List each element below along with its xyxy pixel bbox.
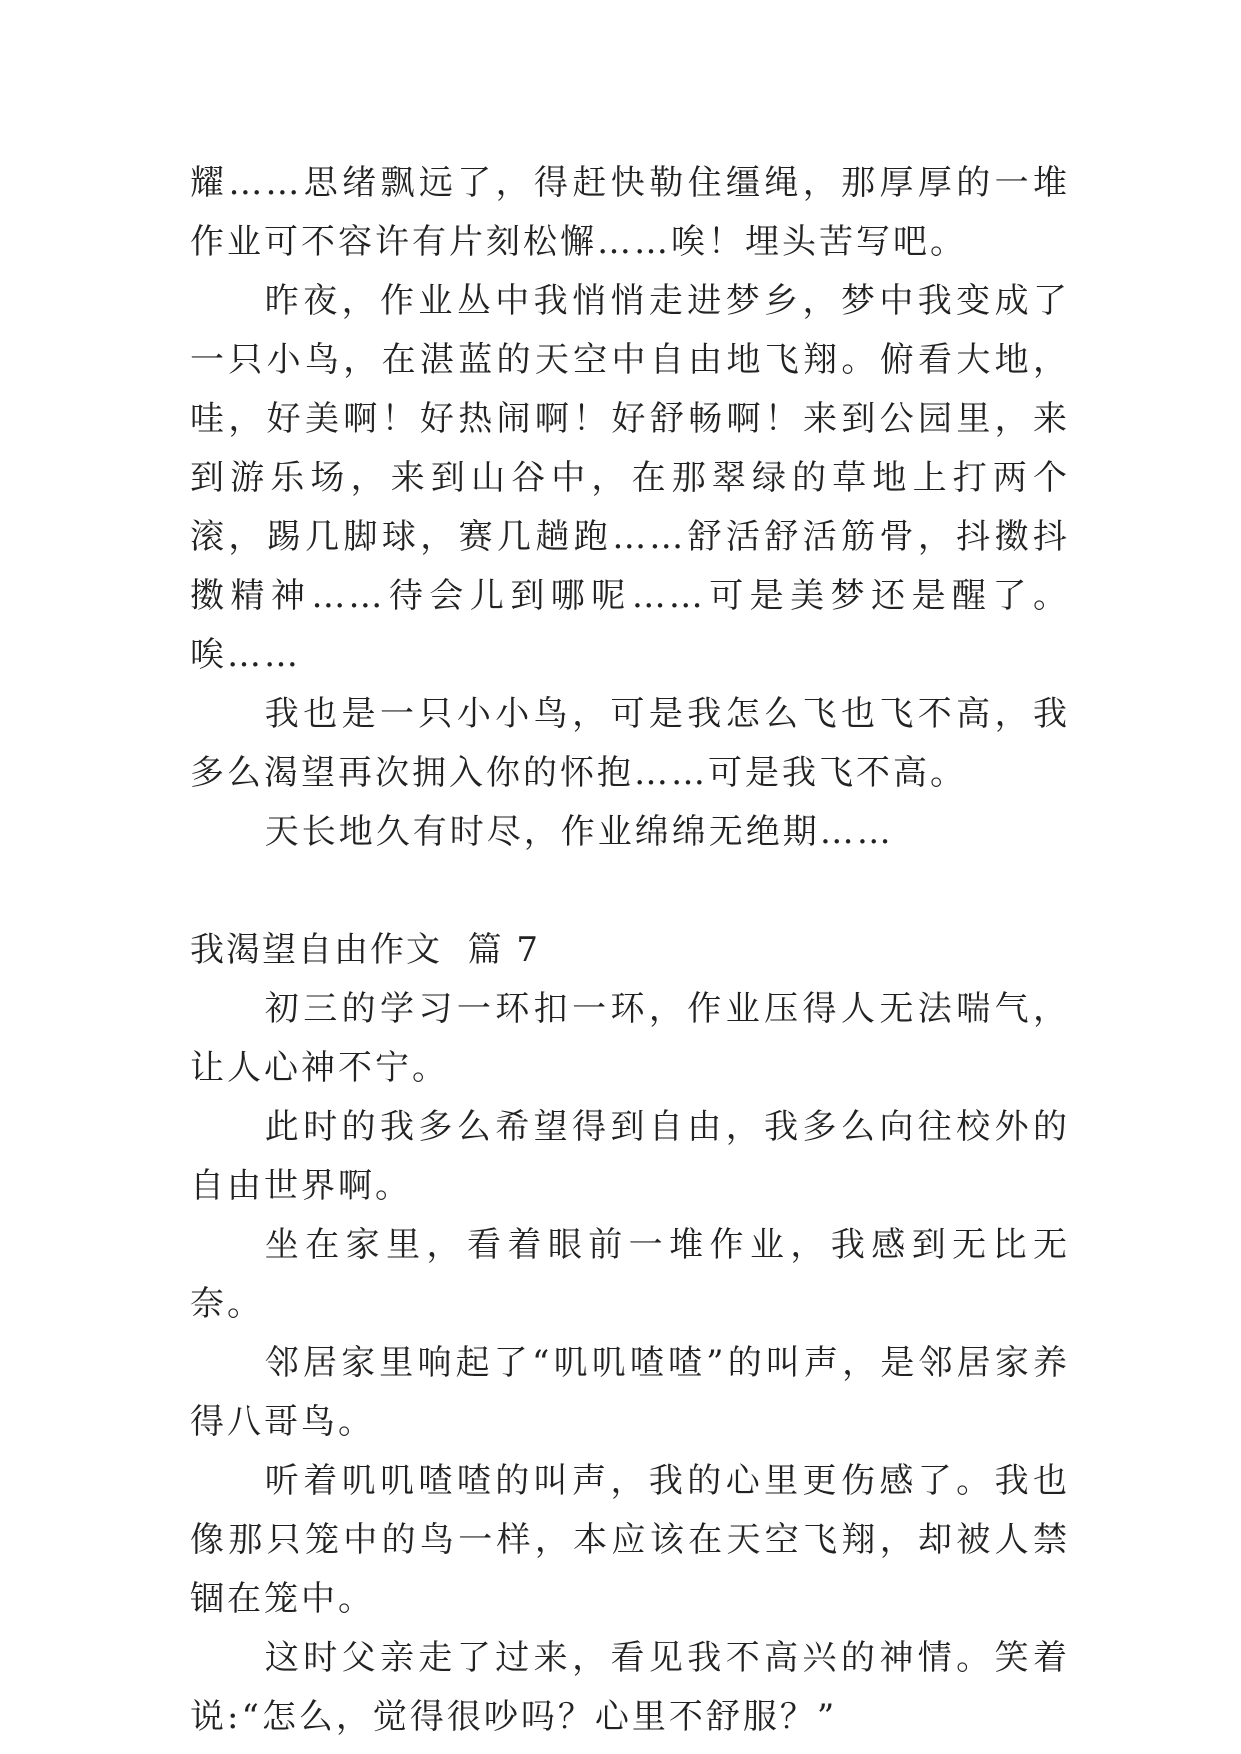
paragraph: 坐在家里，看着眼前一堆作业，我感到无比无奈。 xyxy=(190,1225,1070,1324)
paragraph: 听着叽叽喳喳的叫声，我的心里更伤感了。我也像那只笼中的鸟一样，本应该在天空飞翔，却被人禁锢在笼中。 xyxy=(190,1461,1070,1619)
paragraph: 昨夜，作业丛中我悄悄走进梦乡，梦中我变成了一只小鸟，在湛蓝的天空中自由地飞翔。俯看大地，哇，好美啊！好热闹啊！好舒畅啊！来到公园里，来到游乐场，来到山谷中，在那翠绿的草地上打两个滚，踢几脚球，赛几趟跑……舒活舒活筋骨，抖擞抖擞精神……待会儿到哪呢……可是美梦还是醒了。唉…… xyxy=(190,281,1070,675)
paragraph: 此时的我多么希望得到自由，我多么向往校外的自由世界啊。 xyxy=(190,1107,1070,1206)
paragraph: 耀……思绪飘远了，得赶快勒住缰绳，那厚厚的一堆作业可不容许有片刻松懈……唉！埋头苦写吧。 xyxy=(190,163,1070,262)
paragraph: 这时父亲走了过来，看见我不高兴的神情。笑着说:“怎么，觉得很吵吗？心里不舒服？” xyxy=(190,1638,1070,1737)
paragraph: 我也是一只小小鸟，可是我怎么飞也飞不高，我多么渴望再次拥入你的怀抱……可是我飞不高。 xyxy=(190,694,1070,793)
section-heading: 我渴望自由作文 篇 7 xyxy=(190,930,541,970)
paragraph: 天长地久有时尽，作业绵绵无绝期…… xyxy=(264,812,894,852)
paragraph: 初三的学习一环扣一环，作业压得人无法喘气，让人心神不宁。 xyxy=(190,989,1070,1088)
document-body xyxy=(190,154,1070,1747)
paragraph: 邻居家里响起了“叽叽喳喳”的叫声，是邻居家养得八哥鸟。 xyxy=(190,1343,1070,1442)
section-spacer xyxy=(190,862,1070,921)
